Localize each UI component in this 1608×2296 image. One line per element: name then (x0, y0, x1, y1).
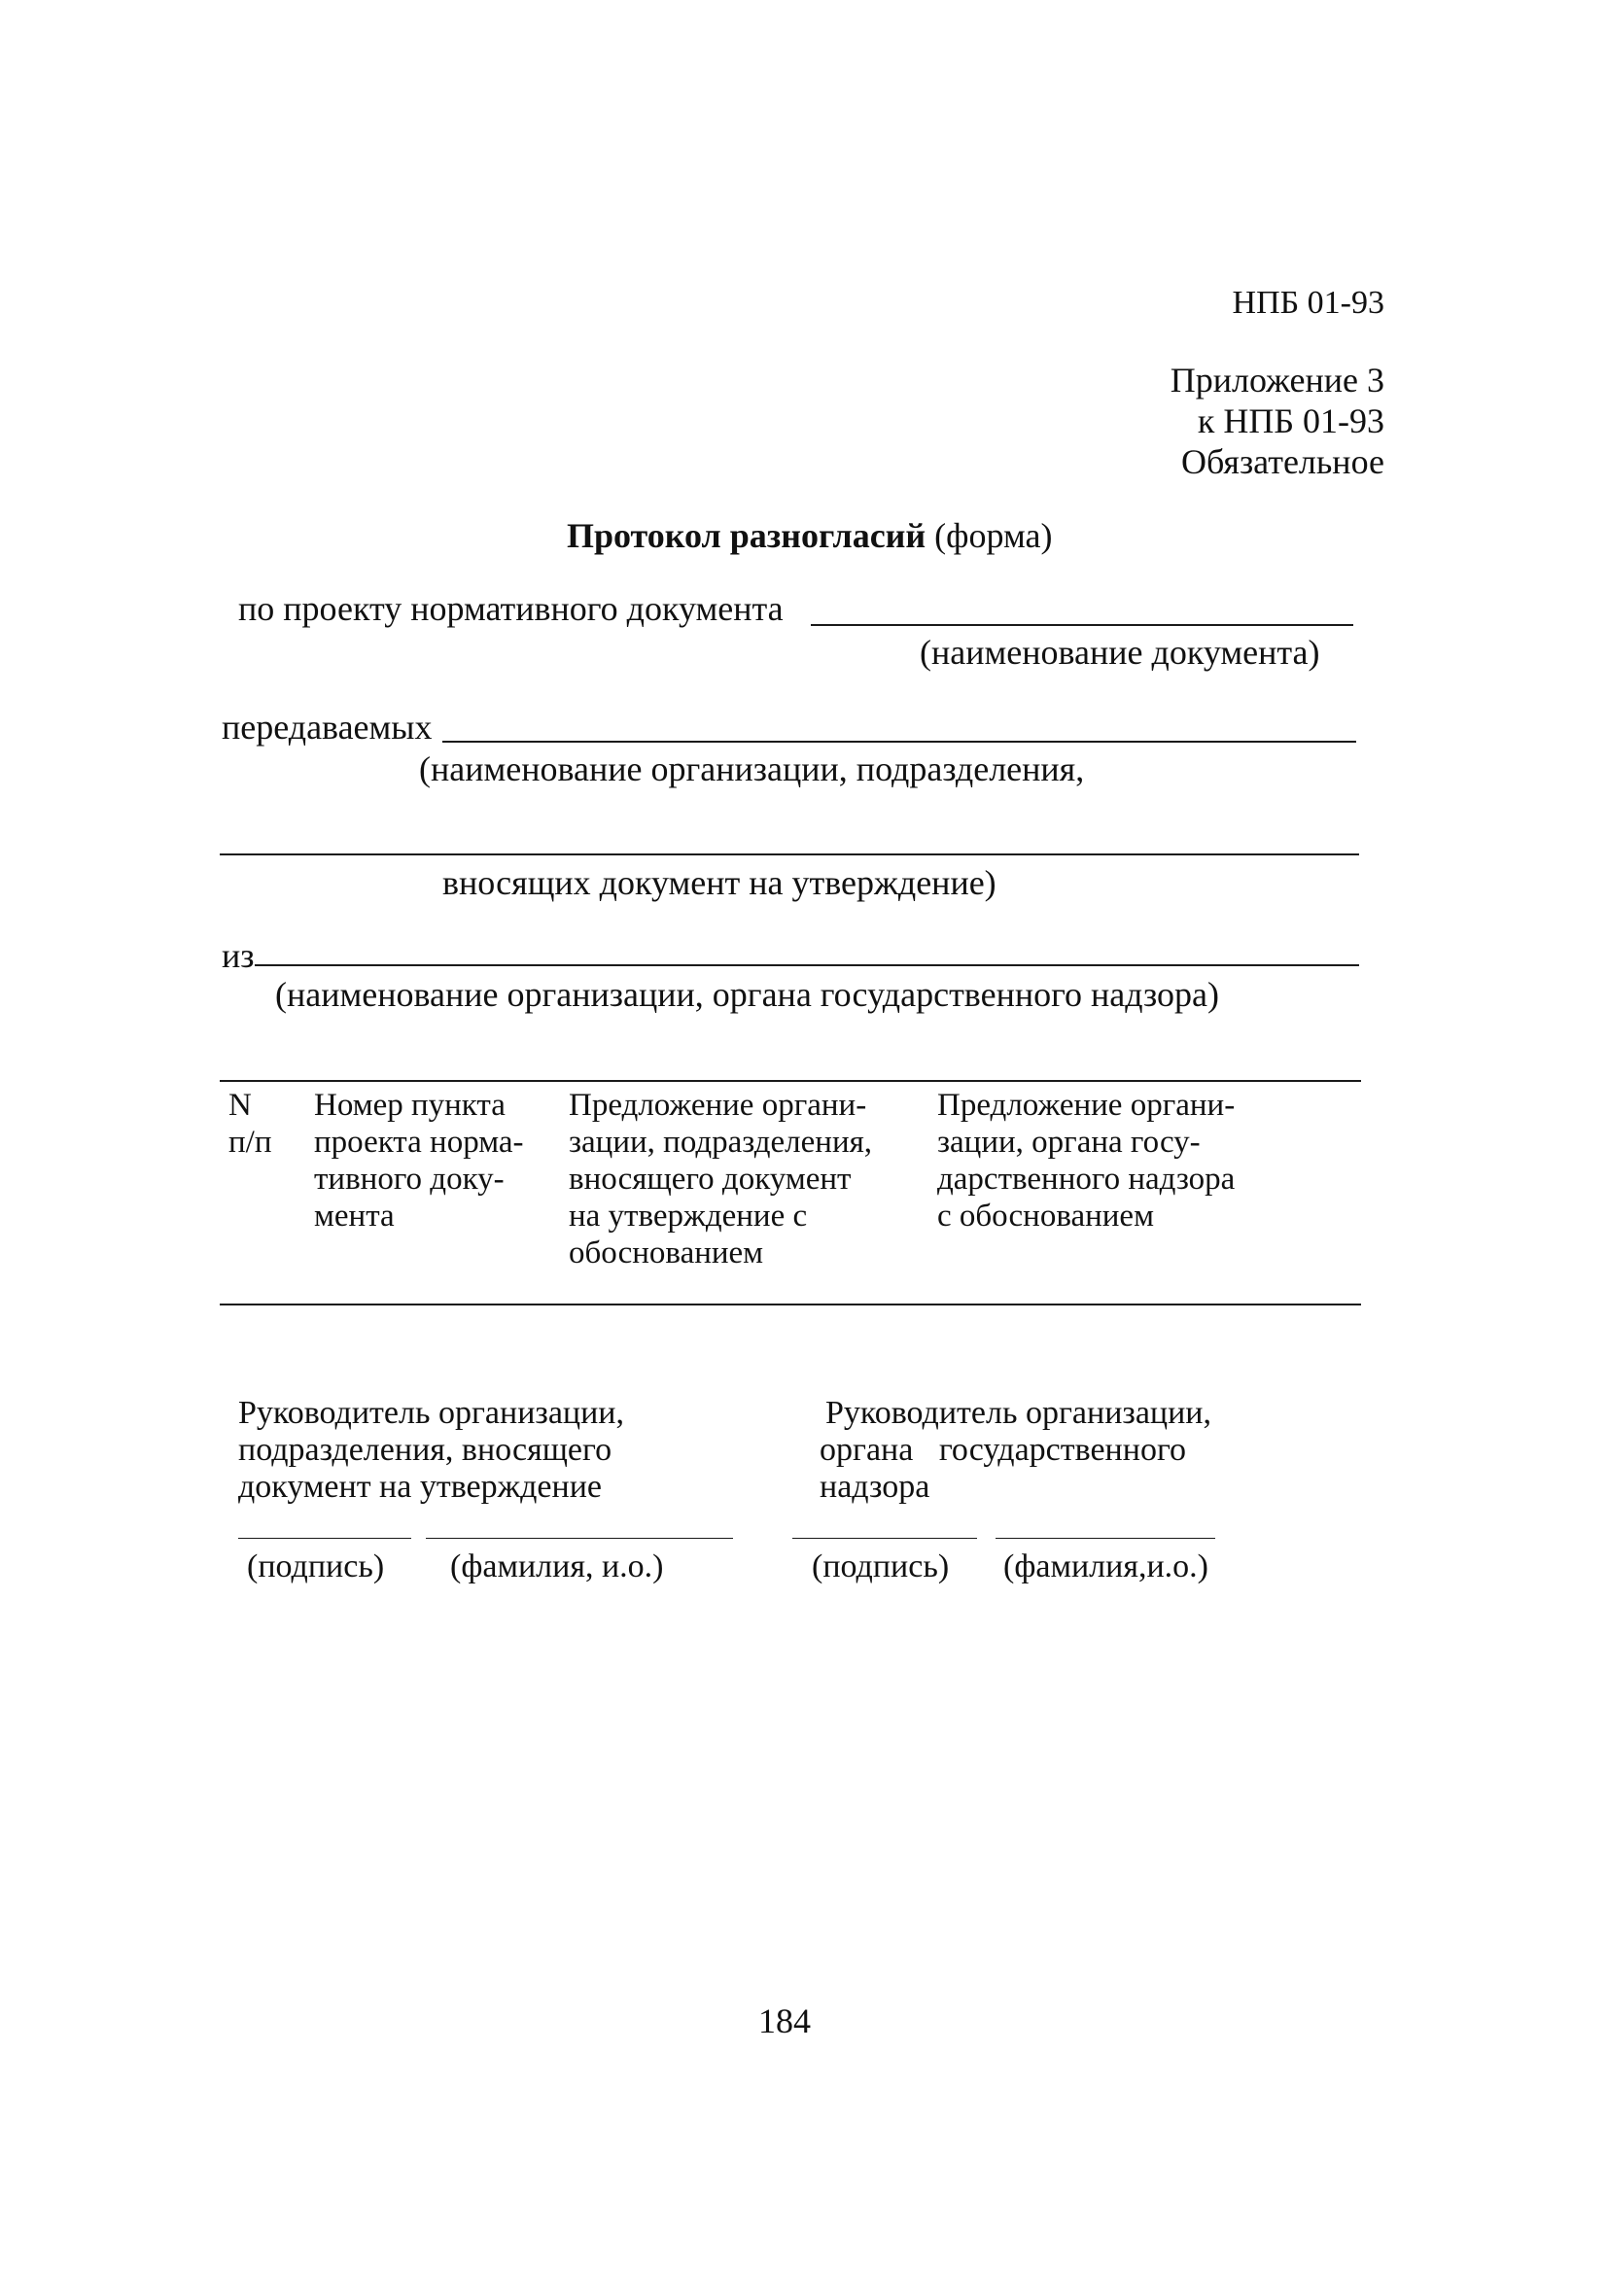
table-col-proposal-submitter-line: на утверждение с (569, 1199, 808, 1234)
table-bottom-rule (220, 1304, 1361, 1305)
sign-left-signature-line[interactable] (238, 1538, 411, 1539)
sign-left-name-line[interactable] (426, 1538, 733, 1539)
form-title-bold: Протокол разногласий (567, 516, 926, 555)
form-title (567, 515, 1052, 556)
transferred-caption-1: (наименование организации, подразделения, (419, 749, 1085, 788)
project-caption: (наименование документа) (920, 633, 1320, 672)
table-col-proposal-submitter-line: Предложение органи- (569, 1088, 867, 1123)
table-col-clause-line: тивного доку- (314, 1162, 505, 1197)
from-blank-line[interactable] (255, 964, 1359, 966)
table-col-proposal-submitter-line: обоснованием (569, 1235, 764, 1270)
table-col-proposal-supervision (937, 1087, 1235, 1235)
table-col-clause-line: Номер пункта (314, 1088, 506, 1123)
sign-left-signature-caption: (подпись) (247, 1548, 385, 1584)
table-col-proposal-submitter-line: вносящего документ (569, 1162, 852, 1197)
sign-left-name-caption: (фамилия, и.о.) (450, 1548, 664, 1584)
table-top-rule (220, 1080, 1361, 1082)
transferred-label: передаваемых (222, 708, 433, 747)
sign-right-line-2: органа государственного (820, 1432, 1187, 1468)
from-caption: (наименование организации, органа государственного надзора) (275, 975, 1219, 1014)
sign-right-name-line[interactable] (996, 1538, 1215, 1539)
doc-code: НПБ 01-93 (1232, 285, 1384, 321)
table-col-proposal-submitter (569, 1087, 872, 1271)
table-col-clause (314, 1087, 523, 1235)
project-label: по проекту нормативного документа (238, 589, 784, 628)
transferred-caption-2: вносящих документ на утверждение) (442, 863, 996, 902)
table-col-number-line: п/п (228, 1125, 272, 1160)
from-label: из (222, 936, 255, 975)
sign-left-line-3: документ на утверждение (238, 1469, 602, 1505)
sign-left-line-1: Руководитель организации, (238, 1395, 624, 1431)
form-title-normal: (форма) (934, 516, 1053, 555)
sign-right-signature-line[interactable] (792, 1538, 977, 1539)
page-number: 184 (758, 2001, 811, 2040)
project-blank-line[interactable] (811, 624, 1353, 626)
table-col-proposal-supervision-line: с обоснованием (937, 1199, 1154, 1234)
sign-right-line-3: надзора (820, 1469, 930, 1505)
table-col-number-line: N (228, 1088, 252, 1123)
appendix-line-2: к НПБ 01-93 (1197, 401, 1384, 440)
transferred-blank-line[interactable] (442, 741, 1356, 743)
table-col-number (228, 1087, 272, 1161)
sign-left-line-2: подразделения, вносящего (238, 1432, 612, 1468)
sign-right-line-1: Руководитель организации, (825, 1395, 1211, 1431)
table-col-clause-line: проекта норма- (314, 1125, 524, 1160)
transferred-blank-line-2[interactable] (220, 853, 1359, 855)
sign-right-signature-caption: (подпись) (812, 1548, 950, 1584)
appendix-line-3: Обязательное (1180, 442, 1384, 481)
table-col-proposal-submitter-line: зации, подразделения, (569, 1125, 873, 1160)
sign-right-name-caption: (фамилия,и.о.) (1003, 1548, 1208, 1584)
appendix-line-1: Приложение 3 (1170, 361, 1384, 400)
table-col-proposal-supervision-line: зации, органа госу- (937, 1125, 1201, 1160)
table-col-proposal-supervision-line: Предложение органи- (937, 1088, 1236, 1123)
table-col-proposal-supervision-line: дарственного надзора (937, 1162, 1236, 1197)
table-col-clause-line: мента (314, 1199, 395, 1234)
